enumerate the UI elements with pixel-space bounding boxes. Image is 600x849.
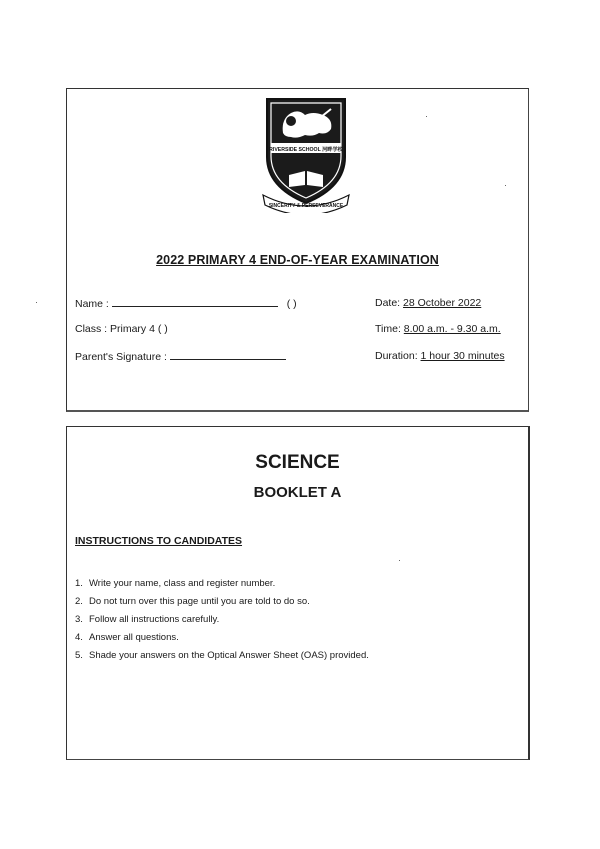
booklet-title: BOOKLET A bbox=[253, 484, 342, 501]
exam-header-box bbox=[66, 88, 529, 412]
date-value: 28 October 2022 bbox=[403, 297, 482, 309]
class-field bbox=[75, 323, 168, 335]
booklet-instructions-box bbox=[66, 426, 530, 760]
signature-blank-line[interactable] bbox=[170, 350, 286, 360]
crest-banner-text: RIVERSIDE SCHOOL 河畔学校 bbox=[269, 147, 343, 153]
list-item: 2. Do not turn over this page until you are told to do so. bbox=[75, 596, 310, 607]
instructions-heading: INSTRUCTIONS TO CANDIDATES bbox=[75, 535, 243, 547]
list-item: 1. Write your name, class and register number. bbox=[75, 578, 276, 589]
list-item: 4. Answer all questions. bbox=[75, 632, 179, 643]
signature-label: Parent's Signature : bbox=[75, 351, 167, 363]
duration-label: Duration: bbox=[375, 350, 418, 362]
class-label: Class : Primary 4 ( ) bbox=[75, 323, 168, 335]
date-field bbox=[375, 297, 481, 309]
signature-field bbox=[75, 350, 286, 363]
time-field bbox=[375, 323, 501, 335]
instructions-list bbox=[75, 575, 369, 665]
duration-field bbox=[375, 350, 505, 362]
scan-speck bbox=[426, 116, 427, 117]
name-blank-line[interactable] bbox=[112, 297, 278, 307]
list-item: 5. Shade your answers on the Optical Answer Sheet (OAS) provided. bbox=[75, 650, 369, 661]
scan-speck bbox=[399, 560, 400, 561]
duration-value: 1 hour 30 minutes bbox=[420, 350, 505, 362]
time-value: 8.00 a.m. - 9.30 a.m. bbox=[403, 323, 501, 335]
list-item: 3. Follow all instructions carefully. bbox=[75, 614, 220, 625]
name-field bbox=[75, 297, 297, 310]
exam-title: 2022 PRIMARY 4 END-OF-YEAR EXAMINATION bbox=[156, 253, 439, 267]
school-crest-logo bbox=[261, 95, 351, 213]
scan-speck bbox=[505, 185, 506, 186]
subject-title: SCIENCE bbox=[255, 452, 340, 473]
register-number-paren: ( ) bbox=[286, 298, 297, 310]
crest-motto: SINCERITY & PERSEVERANCE bbox=[268, 203, 344, 209]
scan-speck bbox=[36, 302, 37, 303]
date-label: Date: bbox=[375, 297, 401, 309]
time-label: Time: bbox=[375, 323, 401, 335]
name-label: Name : bbox=[75, 298, 109, 310]
